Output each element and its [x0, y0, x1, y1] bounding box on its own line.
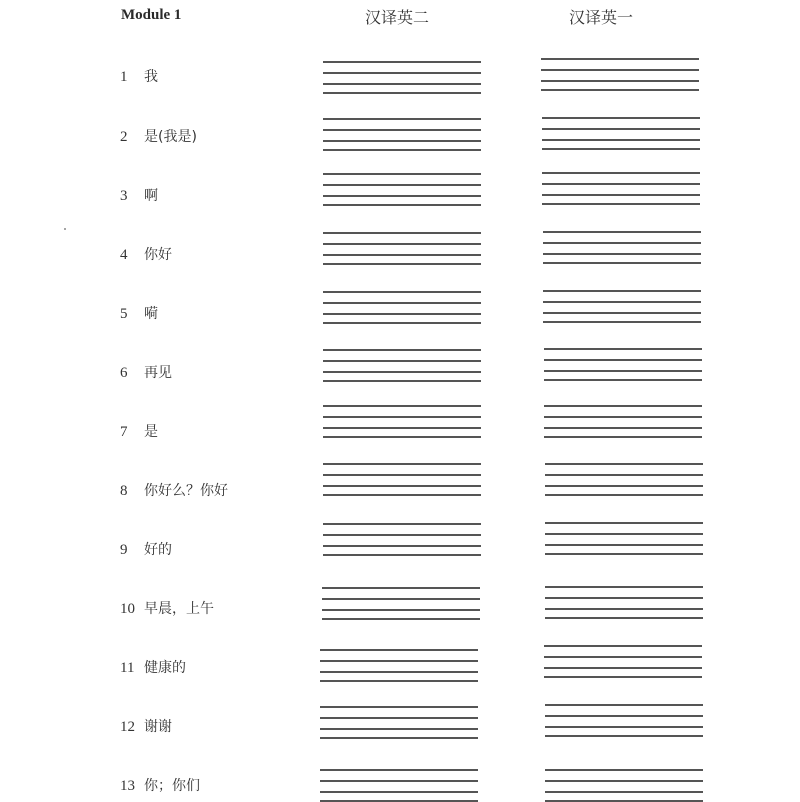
- vocab-item: [120, 421, 158, 441]
- column-header-translation-2: 汉译英二: [365, 8, 430, 27]
- vocab-item: [120, 480, 228, 500]
- item-text: 你；你们: [144, 778, 200, 794]
- item-text: 是: [144, 424, 158, 440]
- item-number: 6: [120, 365, 128, 381]
- item-number: 12: [120, 719, 135, 735]
- item-text: 再见: [144, 365, 172, 381]
- vocab-item: [120, 185, 158, 205]
- item-text: 你好么？你好: [144, 483, 228, 499]
- item-text: 你好: [144, 247, 172, 263]
- vocab-item: [120, 66, 158, 86]
- item-text: 啊: [144, 188, 158, 204]
- vocab-item: [120, 775, 200, 795]
- vocab-item: [120, 244, 172, 264]
- item-number: 1: [120, 69, 128, 85]
- item-number: 7: [120, 424, 128, 440]
- item-number: 8: [120, 483, 128, 499]
- item-text: 好的: [144, 542, 172, 558]
- module-title: Module 1: [121, 7, 182, 23]
- item-text: 是(我是): [144, 129, 197, 145]
- vocab-item: [120, 362, 172, 382]
- item-number: 9: [120, 542, 128, 558]
- item-text: 健康的: [144, 660, 186, 676]
- scan-speck: [64, 228, 66, 230]
- item-number: 13: [120, 778, 135, 794]
- vocab-item: [120, 539, 172, 559]
- item-number: 2: [120, 129, 128, 145]
- column-header-translation-1: 汉译英一: [569, 8, 634, 27]
- item-number: 11: [120, 660, 135, 676]
- vocab-item: [120, 598, 214, 618]
- vocab-item: [120, 657, 186, 677]
- item-number: 3: [120, 188, 128, 204]
- item-text: 嗬: [144, 306, 158, 322]
- item-text: 早晨，上午: [144, 601, 214, 617]
- vocab-item: [120, 303, 158, 323]
- item-text: 我: [144, 69, 158, 85]
- item-text: 谢谢: [144, 719, 172, 735]
- vocab-item: [120, 126, 197, 146]
- item-number: 4: [120, 247, 128, 263]
- item-number: 5: [120, 306, 128, 322]
- vocab-item: [120, 716, 172, 736]
- item-number: 10: [120, 601, 135, 617]
